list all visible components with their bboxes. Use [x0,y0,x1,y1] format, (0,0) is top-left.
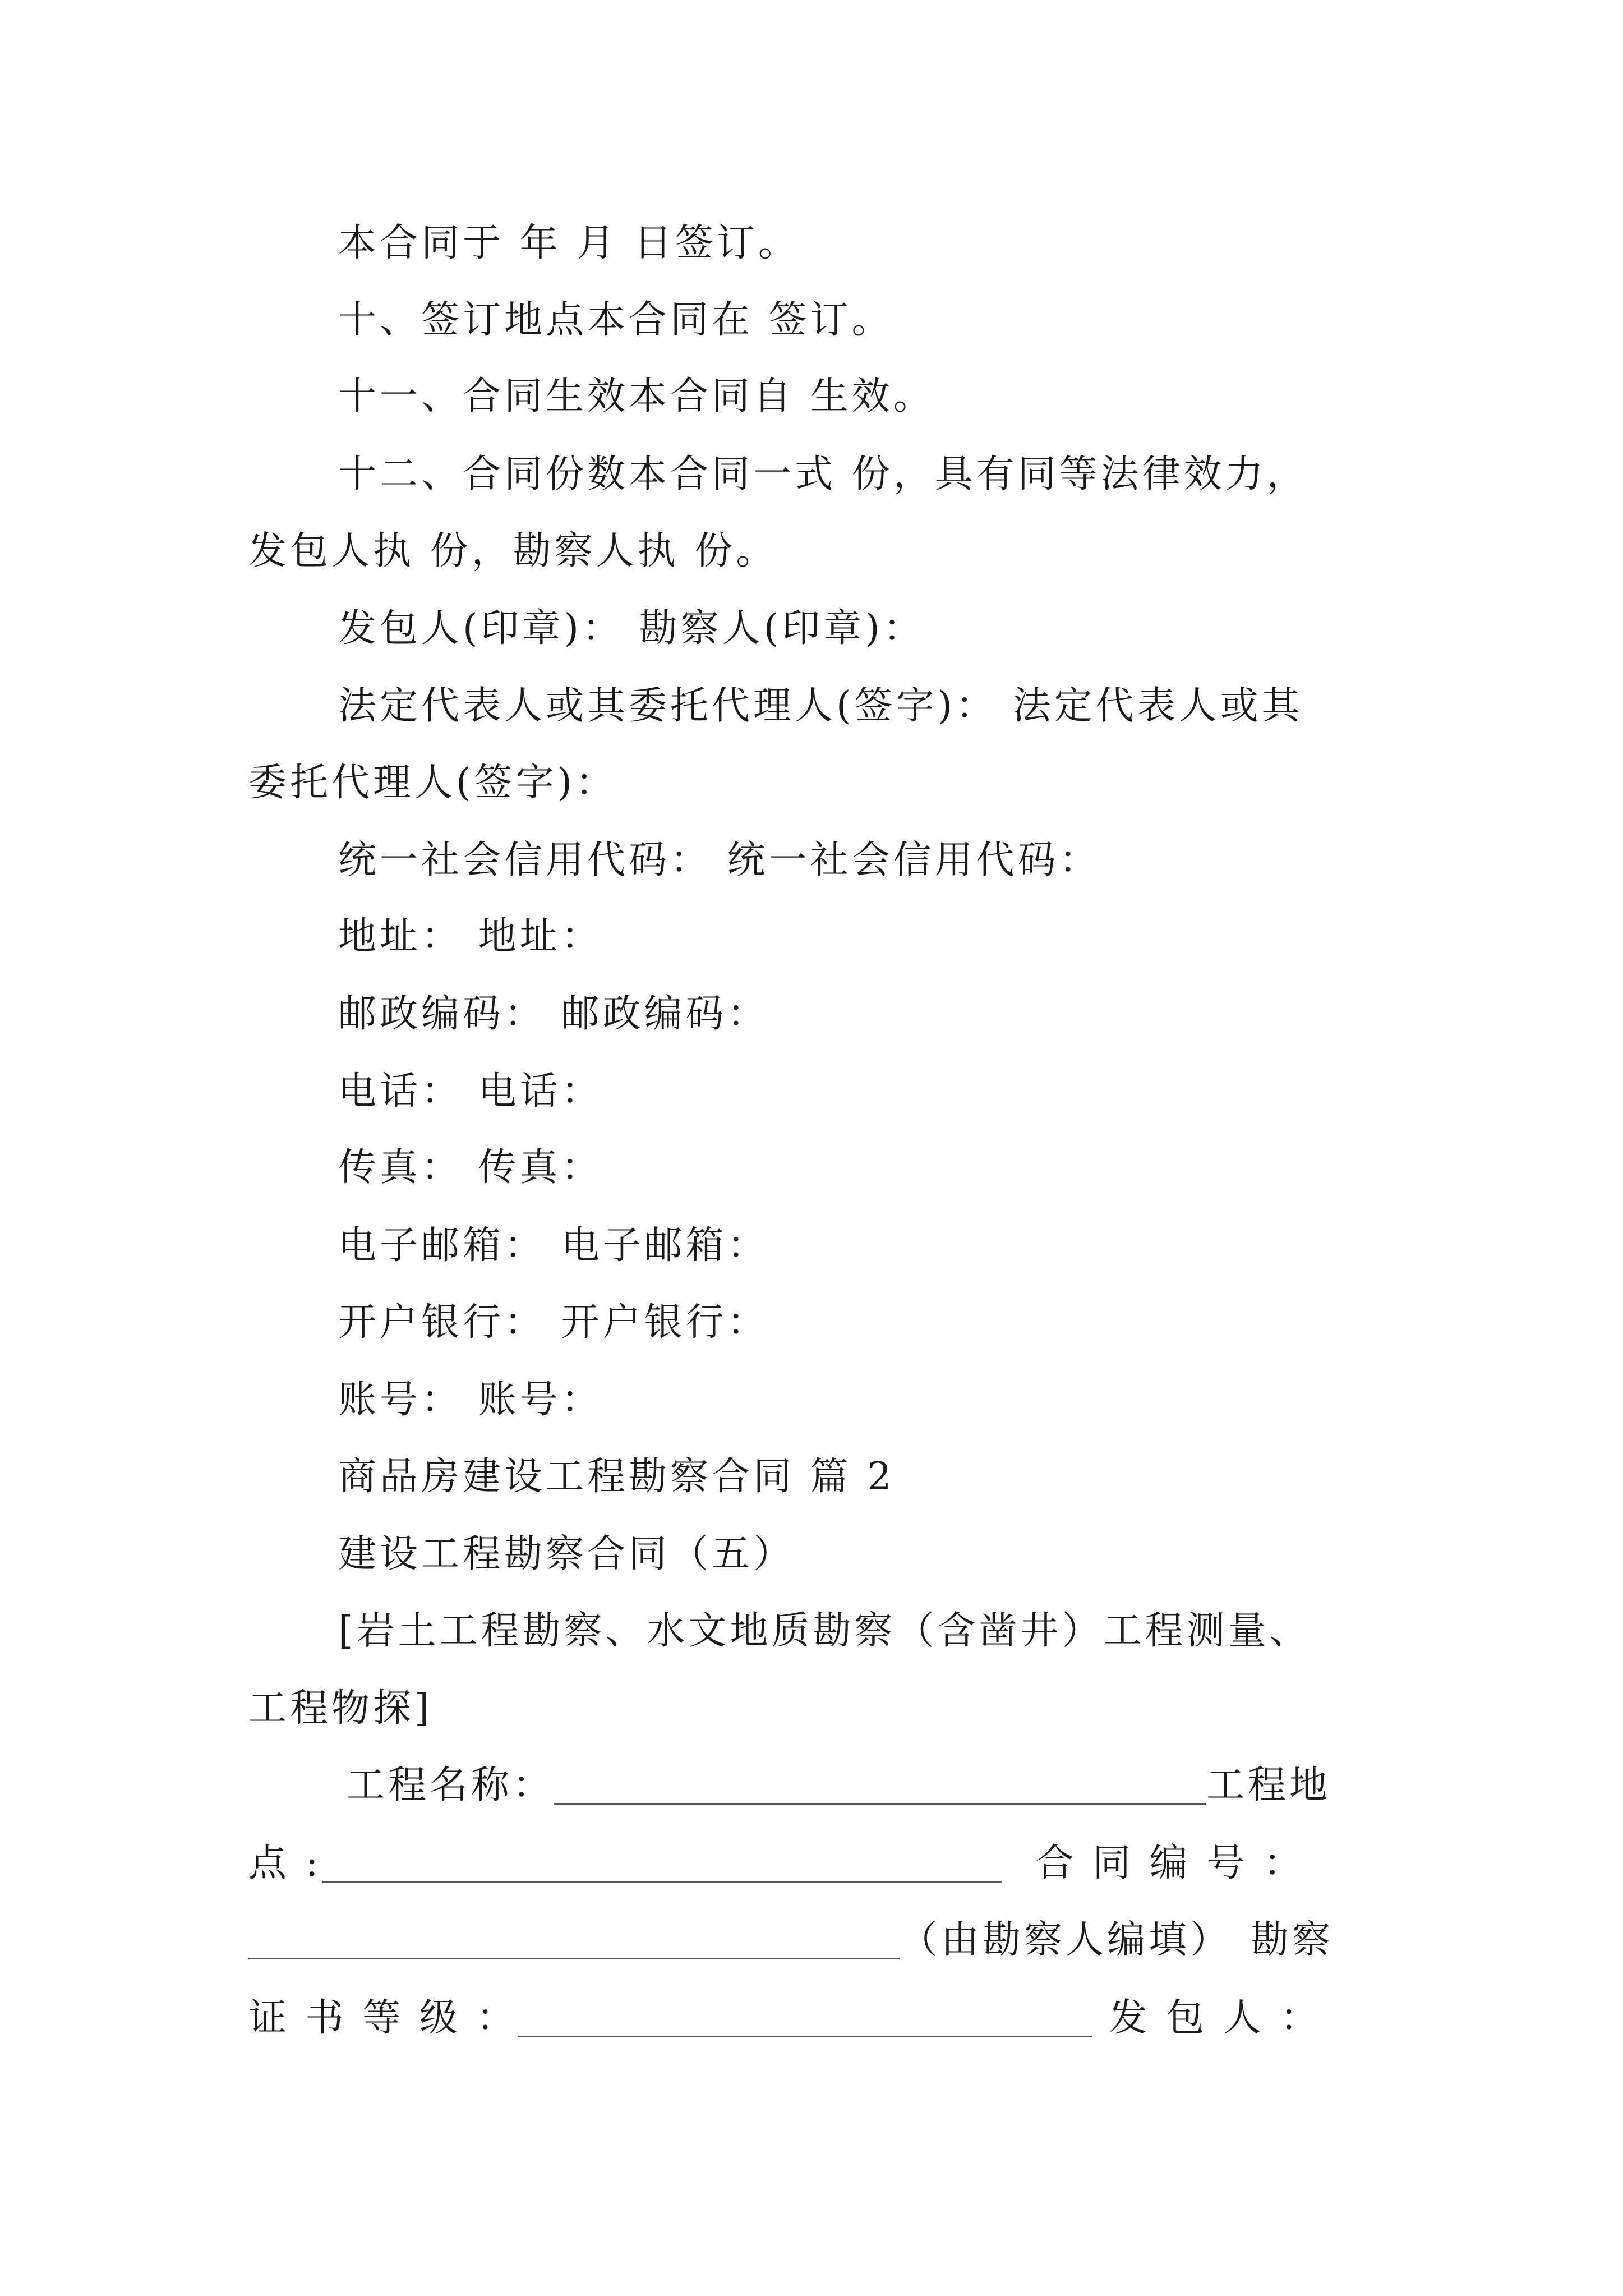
clause-12-copies: 十二、合同份数本合同一式 份，具有同等法律效力， [338,452,1308,496]
account-line: 账号： 账号： [338,1378,603,1422]
client-label: 发 包 人 ： [1109,1996,1322,2040]
clause-11-effectiveness: 十一、合同生效本合同自 生效。 [338,374,935,418]
scope-line-cont: 工程物探] [248,1686,433,1731]
bank-line: 开户银行： 开户银行： [338,1300,769,1345]
contract-number-row [248,1918,1334,1963]
section-heading: 商品房建设工程勘察合同 篇 2 [338,1455,895,1499]
representative-line: 法定代表人或其委托代理人(签字)： 法定代表人或其 [338,684,1303,728]
scope-line: [岩土工程勘察、水文地质勘察（含凿井）工程测量、 [338,1609,1311,1653]
contract-number-label: 合 同 编 号 ： [1035,1841,1305,1885]
clause-10-signing-place: 十、签订地点本合同在 签订。 [338,298,893,342]
project-name-row [347,1763,1331,1808]
credit-code-line: 统一社会信用代码： 统一社会信用代码： [338,838,1101,882]
contract-number-blank[interactable] [248,1924,900,1963]
fax-line: 传真： 传真： [338,1145,603,1190]
project-location-label: 工程地 [1206,1763,1331,1807]
project-location-label-cont: 点 : [248,1841,322,1885]
address-line: 地址： 地址： [338,914,603,959]
email-line: 电子邮箱： 电子邮箱： [338,1223,769,1268]
fill-note: （由勘察人编填） [900,1918,1232,1962]
phone-line: 电话： 电话： [338,1069,603,1114]
project-location-blank[interactable] [322,1847,1002,1886]
cert-grade-label-cont: 证 书 等 级 ： [248,1996,518,2040]
clause-12-copies-cont: 发包人执 份，勘察人执 份。 [248,529,778,573]
postal-code-line: 邮政编码： 邮政编码： [338,992,769,1036]
cert-grade-blank[interactable] [518,2001,1092,2041]
cert-grade-label: 勘察 [1251,1918,1334,1962]
signing-date-line: 本合同于 年 月 日签订。 [338,221,800,265]
project-location-row [248,1841,1305,1886]
project-name-label: 工程名称： [347,1763,555,1807]
cert-grade-row [248,1996,1321,2041]
representative-line-cont: 委托代理人(签字)： [248,761,617,805]
project-name-blank[interactable] [554,1769,1206,1808]
seal-line: 发包人(印章)： 勘察人(印章)： [338,606,925,651]
contract-title: 建设工程勘察合同（五） [338,1532,795,1576]
